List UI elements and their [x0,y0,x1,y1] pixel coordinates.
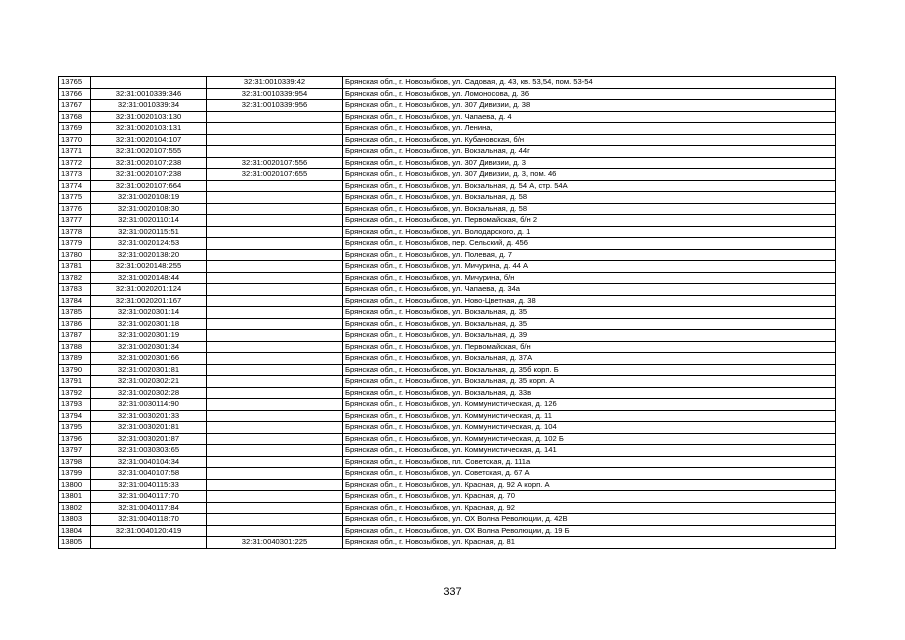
address-cell: Брянская обл., г. Новозыбков, ул. Вокзальная, д. 58 [343,192,836,204]
table-row [59,537,836,549]
row-number-cell: 13788 [59,341,91,353]
address-cell: Брянская обл., г. Новозыбков, ул. Коммунистическая, д. 102 Б [343,433,836,445]
address-cell: Брянская обл., г. Новозыбков, ул. 307 Дивизии, д. 38 [343,100,836,112]
row-number-cell: 13771 [59,146,91,158]
cadastral-number-cell: 32:31:0020201:167 [91,295,207,307]
cadastral-number-cell: 32:31:0020107:238 [91,169,207,181]
cadastral-number-cell: 32:31:0020301:81 [91,364,207,376]
address-cell: Брянская обл., г. Новозыбков, ул. Коммунистическая, д. 141 [343,445,836,457]
row-number-cell: 13770 [59,134,91,146]
address-cell: Брянская обл., г. Новозыбков, ул. Советская, д. 67 А [343,468,836,480]
related-cadastral-number-cell [207,111,343,123]
related-cadastral-number-cell [207,307,343,319]
address-cell: Брянская обл., г. Новозыбков, ул. ОХ Волна Революции, д. 19 Б [343,525,836,537]
table-row [59,146,836,158]
row-number-cell: 13801 [59,491,91,503]
cadastral-number-cell: 32:31:0020115:51 [91,226,207,238]
address-cell: Брянская обл., г. Новозыбков, ул. Вокзальная, д. 58 [343,203,836,215]
cadastral-number-cell: 32:31:0040107:58 [91,468,207,480]
address-cell: Брянская обл., г. Новозыбков, ул. Красная, д. 92 А корп. А [343,479,836,491]
cadastral-number-cell: 32:31:0010339:34 [91,100,207,112]
row-number-cell: 13802 [59,502,91,514]
table-row [59,364,836,376]
table-row [59,169,836,181]
cadastral-number-cell: 32:31:0020148:255 [91,261,207,273]
related-cadastral-number-cell [207,353,343,365]
related-cadastral-number-cell [207,468,343,480]
related-cadastral-number-cell [207,272,343,284]
address-cell: Брянская обл., г. Новозыбков, ул. Вокзальная, д. 35 корп. А [343,376,836,388]
cadastral-number-cell: 32:31:0020302:21 [91,376,207,388]
cadastral-number-cell: 32:31:0030201:81 [91,422,207,434]
cadastral-table [58,76,836,549]
row-number-cell: 13769 [59,123,91,135]
related-cadastral-number-cell [207,134,343,146]
cadastral-number-cell: 32:31:0020301:66 [91,353,207,365]
row-number-cell: 13800 [59,479,91,491]
row-number-cell: 13805 [59,537,91,549]
table-row [59,456,836,468]
related-cadastral-number-cell [207,180,343,192]
related-cadastral-number-cell [207,249,343,261]
cadastral-number-cell: 32:31:0020107:555 [91,146,207,158]
related-cadastral-number-cell [207,410,343,422]
address-cell: Брянская обл., г. Новозыбков, ул. Кубановская, б/н [343,134,836,146]
table-row [59,433,836,445]
table-row [59,226,836,238]
row-number-cell: 13773 [59,169,91,181]
table-row [59,88,836,100]
cadastral-number-cell: 32:31:0020107:238 [91,157,207,169]
address-cell: Брянская обл., г. Новозыбков, ул. Вокзальная, д. 44г [343,146,836,158]
address-cell: Брянская обл., г. Новозыбков, ул. Садовая, д. 43, кв. 53,54, пом. 53-54 [343,77,836,89]
cadastral-number-cell: 32:31:0030114:90 [91,399,207,411]
table-row [59,399,836,411]
related-cadastral-number-cell: 32:31:0010339:954 [207,88,343,100]
row-number-cell: 13790 [59,364,91,376]
cadastral-number-cell: 32:31:0030201:87 [91,433,207,445]
table-row [59,525,836,537]
row-number-cell: 13798 [59,456,91,468]
address-cell: Брянская обл., г. Новозыбков, пл. Советская, д. 111а [343,456,836,468]
related-cadastral-number-cell [207,422,343,434]
row-number-cell: 13784 [59,295,91,307]
related-cadastral-number-cell [207,330,343,342]
cadastral-number-cell: 32:31:0030303:65 [91,445,207,457]
table-row [59,238,836,250]
cadastral-number-cell: 32:31:0020108:30 [91,203,207,215]
cadastral-number-cell: 32:31:0040117:70 [91,491,207,503]
cadastral-number-cell: 32:31:0020148:44 [91,272,207,284]
table-row [59,376,836,388]
table-row [59,111,836,123]
table-row [59,192,836,204]
table-row [59,514,836,526]
related-cadastral-number-cell [207,261,343,273]
cadastral-number-cell: 32:31:0020104:107 [91,134,207,146]
related-cadastral-number-cell [207,238,343,250]
row-number-cell: 13772 [59,157,91,169]
related-cadastral-number-cell: 32:31:0020107:556 [207,157,343,169]
table-row [59,215,836,227]
table-row [59,123,836,135]
related-cadastral-number-cell [207,445,343,457]
row-number-cell: 13778 [59,226,91,238]
cadastral-number-cell: 32:31:0040115:33 [91,479,207,491]
address-cell: Брянская обл., г. Новозыбков, ул. Ломоносова, д. 36 [343,88,836,100]
related-cadastral-number-cell [207,433,343,445]
table-row [59,502,836,514]
row-number-cell: 13789 [59,353,91,365]
related-cadastral-number-cell [207,295,343,307]
address-cell: Брянская обл., г. Новозыбков, ул. Коммунистическая, д. 126 [343,399,836,411]
cadastral-number-cell: 32:31:0020107:664 [91,180,207,192]
table-row [59,77,836,89]
cadastral-number-cell [91,77,207,89]
related-cadastral-number-cell [207,123,343,135]
row-number-cell: 13774 [59,180,91,192]
table-row [59,387,836,399]
address-cell: Брянская обл., г. Новозыбков, ул. ОХ Волна Революции, д. 42В [343,514,836,526]
row-number-cell: 13796 [59,433,91,445]
address-cell: Брянская обл., г. Новозыбков, ул. Чапаева, д. 4 [343,111,836,123]
cadastral-number-cell: 32:31:0020301:18 [91,318,207,330]
address-cell: Брянская обл., г. Новозыбков, ул. Ленина, [343,123,836,135]
address-cell: Брянская обл., г. Новозыбков, ул. Красная, д. 92 [343,502,836,514]
table-row [59,307,836,319]
row-number-cell: 13786 [59,318,91,330]
cadastral-number-cell: 32:31:0020108:19 [91,192,207,204]
cadastral-number-cell: 32:31:0020301:14 [91,307,207,319]
address-cell: Брянская обл., г. Новозыбков, ул. Вокзальная, д. 54 А, стр. 54А [343,180,836,192]
row-number-cell: 13780 [59,249,91,261]
row-number-cell: 13766 [59,88,91,100]
row-number-cell: 13787 [59,330,91,342]
related-cadastral-number-cell: 32:31:0040301:225 [207,537,343,549]
related-cadastral-number-cell [207,491,343,503]
address-cell: Брянская обл., г. Новозыбков, ул. 307 Дивизии, д. 3, пом. 46 [343,169,836,181]
table-row [59,272,836,284]
row-number-cell: 13783 [59,284,91,296]
cadastral-number-cell: 32:31:0040120:419 [91,525,207,537]
related-cadastral-number-cell [207,502,343,514]
address-cell: Брянская обл., г. Новозыбков, ул. Коммунистическая, д. 11 [343,410,836,422]
cadastral-number-cell: 32:31:0020301:34 [91,341,207,353]
table-row [59,422,836,434]
related-cadastral-number-cell [207,479,343,491]
row-number-cell: 13797 [59,445,91,457]
cadastral-number-cell: 32:31:0040117:84 [91,502,207,514]
row-number-cell: 13781 [59,261,91,273]
table-row [59,468,836,480]
related-cadastral-number-cell [207,456,343,468]
row-number-cell: 13767 [59,100,91,112]
table-row [59,445,836,457]
row-number-cell: 13768 [59,111,91,123]
related-cadastral-number-cell [207,341,343,353]
table-row [59,318,836,330]
table-row [59,330,836,342]
address-cell: Брянская обл., г. Новозыбков, ул. Вокзальная, д. 35 [343,307,836,319]
related-cadastral-number-cell [207,514,343,526]
address-cell: Брянская обл., г. Новозыбков, ул. Вокзальная, д. 39 [343,330,836,342]
cadastral-number-cell: 32:31:0020301:19 [91,330,207,342]
address-cell: Брянская обл., г. Новозыбков, ул. Первомайская, б/н 2 [343,215,836,227]
address-cell: Брянская обл., г. Новозыбков, ул. 307 Дивизии, д. 3 [343,157,836,169]
related-cadastral-number-cell: 32:31:0010339:42 [207,77,343,89]
address-cell: Брянская обл., г. Новозыбков, ул. Коммунистическая, д. 104 [343,422,836,434]
address-cell: Брянская обл., г. Новозыбков, ул. Чапаева, д. 34а [343,284,836,296]
row-number-cell: 13804 [59,525,91,537]
address-cell: Брянская обл., г. Новозыбков, ул. Полевая, д. 7 [343,249,836,261]
cadastral-number-cell [91,537,207,549]
table-row [59,134,836,146]
row-number-cell: 13782 [59,272,91,284]
address-cell: Брянская обл., г. Новозыбков, ул. Ново-Цветная, д. 38 [343,295,836,307]
row-number-cell: 13803 [59,514,91,526]
related-cadastral-number-cell [207,525,343,537]
related-cadastral-number-cell [207,387,343,399]
cadastral-number-cell: 32:31:0020103:130 [91,111,207,123]
address-cell: Брянская обл., г. Новозыбков, ул. Мичурина, б/н [343,272,836,284]
row-number-cell: 13794 [59,410,91,422]
table-row [59,100,836,112]
table-row [59,249,836,261]
row-number-cell: 13792 [59,387,91,399]
address-cell: Брянская обл., г. Новозыбков, ул. Вокзальная, д. 33в [343,387,836,399]
cadastral-number-cell: 32:31:0020110:14 [91,215,207,227]
related-cadastral-number-cell [207,203,343,215]
cadastral-number-cell: 32:31:0040104:34 [91,456,207,468]
related-cadastral-number-cell [207,376,343,388]
related-cadastral-number-cell [207,226,343,238]
related-cadastral-number-cell [207,192,343,204]
related-cadastral-number-cell [207,364,343,376]
cadastral-number-cell: 32:31:0010339:346 [91,88,207,100]
table-body [59,77,836,549]
address-cell: Брянская обл., г. Новозыбков, ул. Вокзальная, д. 35б корп. Б [343,364,836,376]
row-number-cell: 13791 [59,376,91,388]
table-row [59,203,836,215]
row-number-cell: 13779 [59,238,91,250]
cadastral-number-cell: 32:31:0020302:28 [91,387,207,399]
related-cadastral-number-cell: 32:31:0010339:956 [207,100,343,112]
row-number-cell: 13776 [59,203,91,215]
address-cell: Брянская обл., г. Новозыбков, ул. Первомайская, б/н [343,341,836,353]
address-cell: Брянская обл., г. Новозыбков, пер. Сельский, д. 456 [343,238,836,250]
address-cell: Брянская обл., г. Новозыбков, ул. Вокзальная, д. 35 [343,318,836,330]
related-cadastral-number-cell [207,399,343,411]
row-number-cell: 13799 [59,468,91,480]
related-cadastral-number-cell [207,146,343,158]
table-row [59,479,836,491]
related-cadastral-number-cell: 32:31:0020107:655 [207,169,343,181]
cadastral-number-cell: 32:31:0030201:33 [91,410,207,422]
related-cadastral-number-cell [207,284,343,296]
row-number-cell: 13795 [59,422,91,434]
table-row [59,353,836,365]
address-cell: Брянская обл., г. Новозыбков, ул. Красная, д. 81 [343,537,836,549]
address-cell: Брянская обл., г. Новозыбков, ул. Мичурина, д. 44 А [343,261,836,273]
address-cell: Брянская обл., г. Новозыбков, ул. Красная, д. 70 [343,491,836,503]
address-cell: Брянская обл., г. Новозыбков, ул. Вокзальная, д. 37А [343,353,836,365]
address-cell: Брянская обл., г. Новозыбков, ул. Володарского, д. 1 [343,226,836,238]
table-row [59,284,836,296]
cadastral-number-cell: 32:31:0040118:70 [91,514,207,526]
cadastral-number-cell: 32:31:0020124:53 [91,238,207,250]
table-row [59,410,836,422]
table-row [59,491,836,503]
cadastral-number-cell: 32:31:0020138:20 [91,249,207,261]
cadastral-number-cell: 32:31:0020201:124 [91,284,207,296]
related-cadastral-number-cell [207,215,343,227]
row-number-cell: 13777 [59,215,91,227]
page-number: 337 [443,586,462,598]
table-row [59,157,836,169]
row-number-cell: 13785 [59,307,91,319]
row-number-cell: 13793 [59,399,91,411]
table-row [59,295,836,307]
cadastral-number-cell: 32:31:0020103:131 [91,123,207,135]
row-number-cell: 13765 [59,77,91,89]
table-row [59,180,836,192]
related-cadastral-number-cell [207,318,343,330]
table-row [59,341,836,353]
table-row [59,261,836,273]
row-number-cell: 13775 [59,192,91,204]
